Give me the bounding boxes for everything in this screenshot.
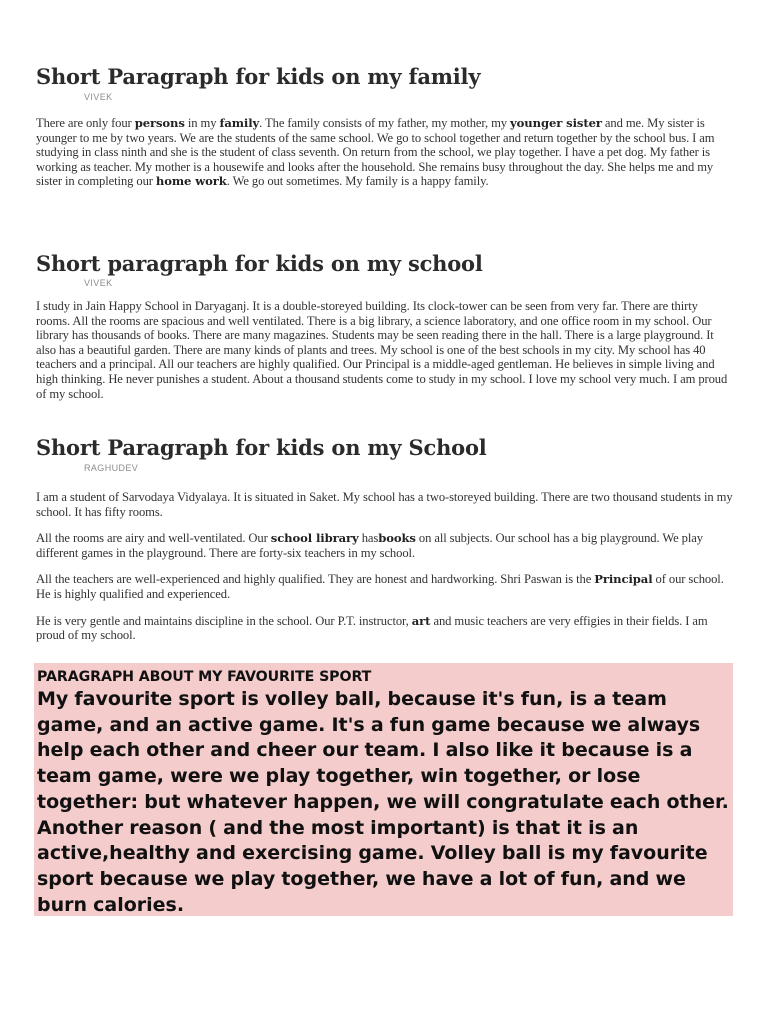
text-run: of our school. He is highly qualified and experienced. xyxy=(36,572,724,601)
article-title: Short Paragraph for kids on my School xyxy=(36,435,487,460)
article-paragraph xyxy=(36,531,734,560)
bold-term: school library xyxy=(270,531,359,546)
text-run: All the rooms are airy and well-ventilated. Our xyxy=(36,531,271,546)
sport-heading: PARAGRAPH ABOUT MY FAVOURITE SPORT xyxy=(37,669,372,685)
bold-term: books xyxy=(378,531,416,546)
sport-paragraph: My favourite sport is volley ball, because it's fun, is a team game, and an active game. It's a fun game because we always help each other and cheer our team. I also like it because is a team game, were we play together, win together, or lose together: but whatever happen, we will congratulate each other. Another reason ( and the most important) is that it is an active,healthy and exercising game. Volley ball is my favourite sport because we play together, we have a lot of fun, and we burn calories. xyxy=(37,688,729,916)
article-family xyxy=(36,64,734,189)
article-school-2 xyxy=(36,435,734,643)
text-run: and music teachers are very effigies in their fields. I am proud of my school. xyxy=(36,613,708,643)
bold-term: persons xyxy=(134,116,185,130)
text-run: and me. My sister is younger to me by two years. We are the students of the same school. We go to school together and return together by the school bus. I am studying in class ninth and she is the student of class seventh. On return from the school, we play together. I have a pet dog. My father is working as teacher. My mother is a housewife and looks after the household. She remains busy throughout the day. She helps me and my sister in completing our xyxy=(36,116,715,189)
bold-term: art xyxy=(411,613,431,628)
article-paragraph: I study in Jain Happy School in Daryaganj. It is a double-storeyed building. Its clock-tower can be seen from very far. There are thirty rooms. All the rooms are spacious and well ventilated. There is a big library, a science laboratory, and one office room in my school. Our library has thousands of books. There are many magazines. Students may be seen reading there in the hall. There is a large playground. It also has a beautiful garden. There are many kinds of plants and trees. My school is one of the best schools in my city. My school has 40 teachers and a principal. All our teachers are highly qualified. Our Principal is a middle-aged gentleman. He believes in simple living and high thinking. He never punishes a student. About a thousand students come to study in my school. I love my school very much. I am proud of my school. xyxy=(36,299,728,401)
article-paragraph xyxy=(36,116,734,189)
article-author: RAGHUDEV xyxy=(84,463,139,473)
article-school-1 xyxy=(36,251,734,401)
text-run: has xyxy=(358,531,379,546)
text-run: There are only four xyxy=(36,116,135,130)
article-paragraph: I am a student of Sarvodaya Vidyalaya. It is situated in Saket. My school has a two-storeyed building. There are two thousand students in my school. It has fifty rooms. xyxy=(36,490,733,519)
article-paragraph xyxy=(36,614,734,643)
bold-term: Principal xyxy=(594,572,653,587)
article-author: VIVEK xyxy=(84,92,113,102)
article-title: Short paragraph for kids on my school xyxy=(36,251,483,276)
bold-term: family xyxy=(219,116,260,130)
article-title: Short Paragraph for kids on my family xyxy=(36,64,481,89)
text-run: on all subjects. Our school has a big playground. We play different games in the playground. There are forty-six teachers in my school. xyxy=(36,531,703,560)
text-run: . The family consists of my father, my mother, my xyxy=(259,116,511,130)
article-paragraph xyxy=(36,572,734,601)
text-run: in my xyxy=(184,116,220,130)
bold-term: home work xyxy=(155,174,227,189)
text-run: He is very gentle and maintains discipline in the school. Our P.T. instructor, xyxy=(36,613,412,628)
favourite-sport-box xyxy=(34,663,733,916)
text-run: . We go out sometimes. My family is a happy family. xyxy=(226,174,489,189)
text-run: All the teachers are well-experienced and highly qualified. They are honest and hardworking. Shri Paswan is the xyxy=(36,572,595,587)
article-author: VIVEK xyxy=(84,278,113,288)
bold-term: younger sister xyxy=(510,116,602,130)
